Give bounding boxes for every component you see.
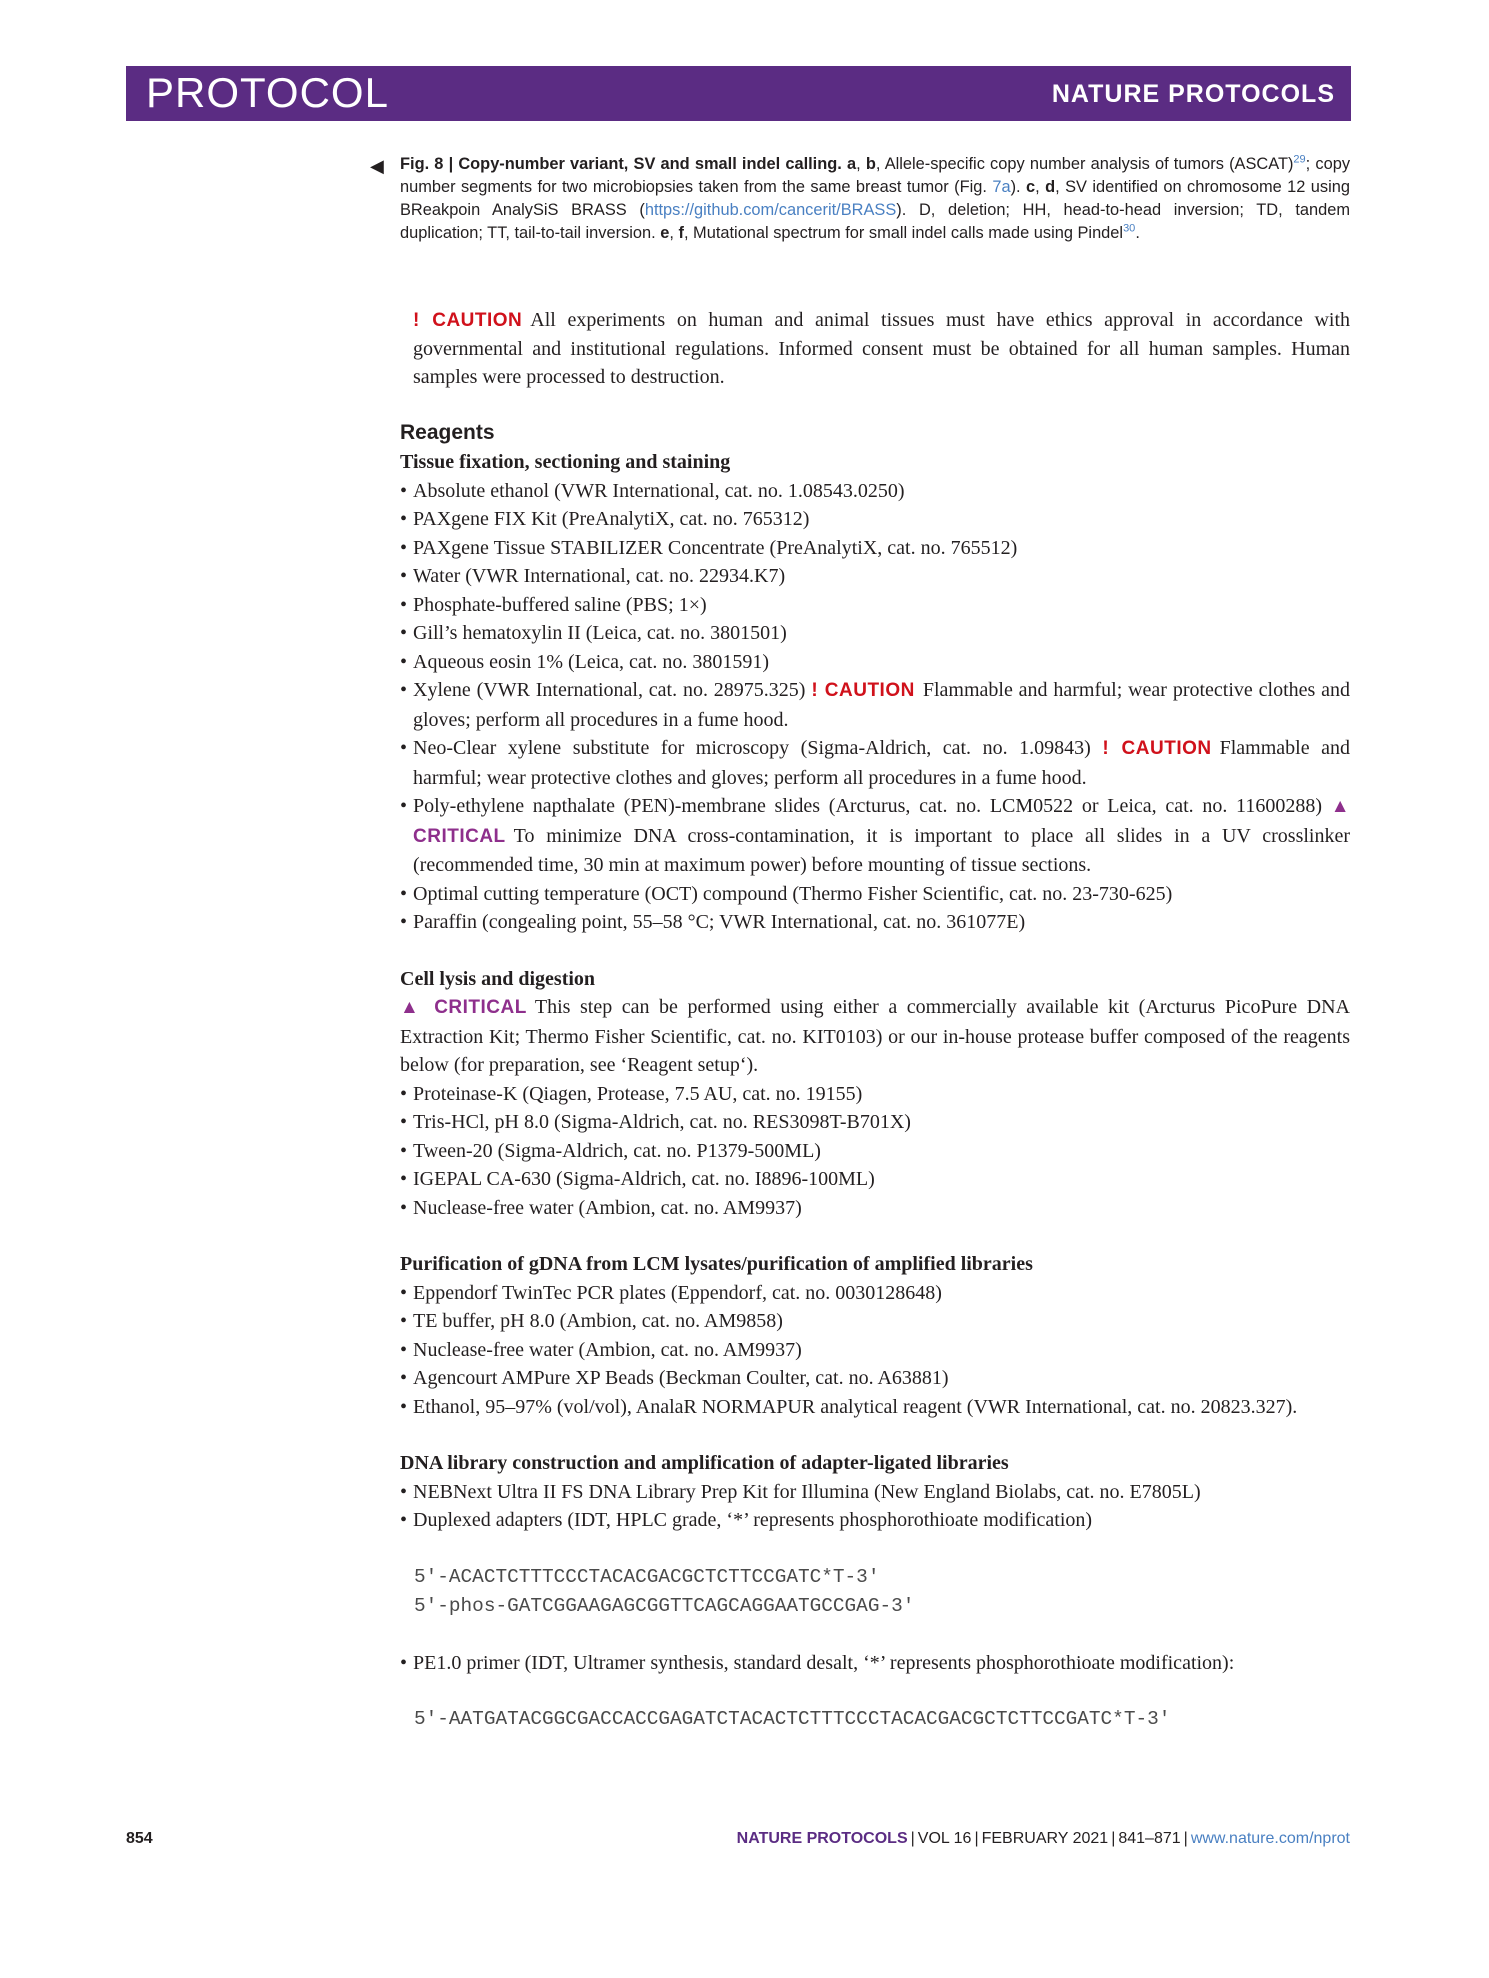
footer-url-link[interactable]: www.nature.com/nprot [1190,1830,1350,1847]
list-item: • PAXgene FIX Kit (PreAnalytiX, cat. no. 765312) [400,505,1350,534]
critical-tag: ▲ CRITICAL [400,997,527,1018]
list-item: • Optimal cutting temperature (OCT) compound (Thermo Fisher Scientific, cat. no. 23-730-625) [400,880,1350,909]
primer-sequence: 5′-AATGATACGGCGACCACCGAGATCTACACTCTTTCCCTACACGACGCTCTTCCGATC*T-3′ [414,1708,1171,1730]
list-item: • Absolute ethanol (VWR International, cat. no. 1.08543.0250) [400,477,1350,506]
list-item-neoclear: • Neo-Clear xylene substitute for microscopy (Sigma-Aldrich, cat. no. 1.09843) ! CAUTION Flammable and harmful; wear protective clothes and gloves; perform all procedures in a fume hood. [400,734,1350,792]
caution-paragraph [413,306,1350,391]
page-number: 854 [126,1830,153,1847]
ref-30-link[interactable]: 30 [1123,222,1136,235]
list-item: • Agencourt AMPure XP Beads (Beckman Coulter, cat. no. A63881) [400,1364,1350,1393]
list-item: • Gill’s hematoxylin II (Leica, cat. no. 3801501) [400,619,1350,648]
figure-label: Fig. 8 | Copy-number variant, SV and small indel calling. [400,155,842,173]
panel-f: f [678,224,684,242]
caption-arrow-icon[interactable]: ◀ [370,156,384,176]
list-item-pen: • Poly-ethylene napthalate (PEN)-membrane slides (Arcturus, cat. no. LCM0522 or Leica, cat. no. 11600288) ▲ CRITICAL To minimize DNA cross-contamination, it is important to place all slides in a UV crosslinker (recommended time, 30 min at maximum power) before mounting of tissue sections. [400,792,1350,880]
list-item-primer: • PE1.0 primer (IDT, Ultramer synthesis, standard desalt, ‘*’ represents phosphorothioate modification): [400,1649,1350,1678]
purification-heading: Purification of gDNA from LCM lysates/purification of amplified libraries [400,1253,1033,1275]
footer-volume: VOL 16 [917,1830,972,1847]
panel-c: c [1026,178,1036,196]
list-item-xylene: • Xylene (VWR International, cat. no. 28975.325) ! CAUTION Flammable and harmful; wear protective clothes and gloves; perform all procedures in a fume hood. [400,676,1350,734]
brass-url-link[interactable]: https://github.com/cancerit/BRASS [644,201,897,219]
caption-text: , Allele-specific copy number analysis of tumors (ASCAT) [875,155,1294,173]
caution-tag: ! CAUTION [413,310,523,331]
purification-list [400,1279,1350,1422]
panel-d: d [1045,178,1056,196]
list-item: • Eppendorf TwinTec PCR plates (Eppendorf, cat. no. 0030128648) [400,1279,1350,1308]
tissue-heading: Tissue fixation, sectioning and staining [400,451,731,473]
caution-tag: ! CAUTION [1102,738,1212,759]
lysis-heading: Cell lysis and digestion [400,967,596,990]
footer-journal: NATURE PROTOCOLS [736,1830,908,1847]
list-item: • Nuclease-free water (Ambion, cat. no. AM9937) [400,1336,1350,1365]
panel-b: b [865,155,876,173]
critical-tag: ▲ CRITICAL [413,796,1350,847]
caution-tag: ! CAUTION [811,680,915,701]
reagents-title: Reagents [400,421,495,444]
footer-citation: NATURE PROTOCOLS | VOL 16 | FEBRUARY 2021 | 841–871 | www.nature.com/nprot [736,1830,1350,1847]
list-item: • NEBNext Ultra II FS DNA Library Prep Kit for Illumina (New England Biolabs, cat. no. E7805L) [400,1478,1350,1507]
fig-7a-link[interactable]: 7a [992,178,1011,196]
list-item: • Water (VWR International, cat. no. 22934.K7) [400,562,1350,591]
list-item: • Tween-20 (Sigma-Aldrich, cat. no. P1379-500ML) [400,1137,1350,1166]
library-heading: DNA library construction and amplification of adapter-ligated libraries [400,1452,1009,1474]
list-item: • Aqueous eosin 1% (Leica, cat. no. 3801591) [400,648,1350,677]
section-label: PROTOCOL [146,69,389,116]
lysis-critical-paragraph: ▲ CRITICAL This step can be performed using either a commercially available kit (Arcturus PicoPure DNA Extraction Kit; Thermo Fisher Scientific, cat. no. KIT0103) or our in-house protease buffer composed of the reagents below (for preparation, see ‘Reagent setup‘). [400,996,1350,1076]
list-item: • PAXgene Tissue STABILIZER Concentrate (PreAnalytiX, cat. no. 765512) [400,534,1350,563]
list-item: • TE buffer, pH 8.0 (Ambion, cat. no. AM9858) [400,1307,1350,1336]
tissue-list [400,477,1350,937]
list-item: • Tris-HCl, pH 8.0 (Sigma-Aldrich, cat. no. RES3098T-B701X) [400,1108,1350,1137]
list-item: • Paraffin (congealing point, 55–58 °C; VWR International, cat. no. 361077E) [400,908,1350,937]
adapter-sequence-1: 5′-ACACTCTTTCCCTACACGACGCTCTTCCGATC*T-3′ [414,1565,880,1588]
list-item: • Duplexed adapters (IDT, HPLC grade, ‘*’ represents phosphorothioate modification) [400,1506,1350,1535]
ref-29-link[interactable]: 29 [1293,153,1306,166]
reagents-section [400,420,1350,1734]
library-list [400,1478,1350,1535]
adapter-sequence-2: 5′-phos-GATCGGAAGAGCGGTTCAGCAGGAATGCCGAG-3′ [414,1594,915,1617]
figure-caption: ◀ Fig. 8 | Copy-number variant, SV and small indel calling. a, b, Allele-specific copy number analysis of tumors (ASCAT)$^{29}$; copy number segments for two microbiopsies taken from the same breast tumor (Fig. 7a). c, d, SV identified on chromosome 12 using BReakpoin AnalySiS BRASS (https://github.com/cancerit/BRASS). D, deletion; HH, head-to-head inversion; TD, tandem duplication; TT, tail-to-tail inversion. e, f, Mutational spectrum for small indel calls made using Pindel$^{30}$. [370,153,1351,242]
list-item: • Phosphate-buffered saline (PBS; 1×) [400,591,1350,620]
panel-e: e [660,224,670,242]
footer-pages: 841–871 [1118,1830,1181,1847]
journal-label: NATURE PROTOCOLS [1051,80,1335,108]
list-item: • Ethanol, 95–97% (vol/vol), AnalaR NORMAPUR analytical reagent (VWR International, cat. no. 20823.327). [400,1393,1350,1422]
list-item: • Proteinase-K (Qiagen, Protease, 7.5 AU, cat. no. 19155) [400,1080,1350,1109]
lysis-list [400,1080,1350,1223]
primer-list [400,1649,1350,1678]
list-item: • Nuclease-free water (Ambion, cat. no. AM9937) [400,1194,1350,1223]
footer-date: FEBRUARY 2021 [981,1830,1109,1847]
header-bar [126,66,1351,121]
list-item: • IGEPAL CA-630 (Sigma-Aldrich, cat. no. I8896-100ML) [400,1165,1350,1194]
panel-a: a [847,155,857,173]
caution-text: All experiments on human and animal tissues must have ethics approval in accordance with governmental and institutional regulations. Informed consent must be obtained for all human samples. Human samples were processed to destruction. [413,309,1351,388]
